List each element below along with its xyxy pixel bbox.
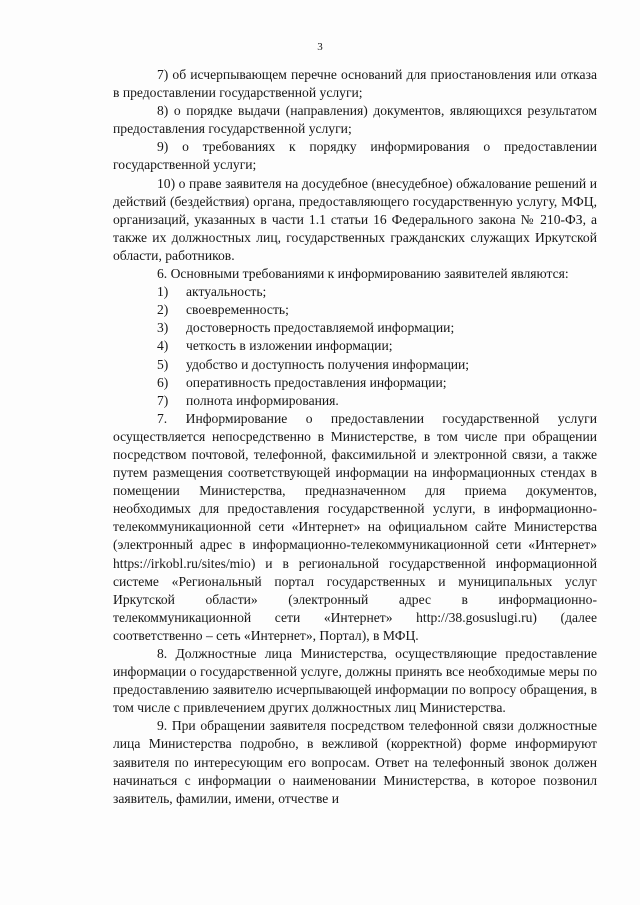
list-item [113,392,597,410]
paragraph-section-9: 9. При обращении заявителя посредством телефонной связи должностные лица Министерства подробно, в вежливой (корректной) форме информируют заявителя по интересующим его вопросам. Ответ на телефонный звонок должен начинаться с информации о наименовании Министерства, в которое позвонил заявитель, фамилии, имени, отчестве и [113,718,597,806]
list-item-number: 1) [157,284,169,300]
list-item-text: удобство и доступность получения информации; [186,356,470,372]
list-item-number: 7) [157,392,169,408]
paragraph-item-10: 10) о праве заявителя на досудебное (внесудебное) обжалование решений и действий (бездействия) органа, предоставляющего государственную услугу, МФЦ, организаций, указанных в части 1.1 статьи 16 Федерального закона № 210-ФЗ, а также их должностных лиц, государственных гражданских служащих Иркутской области, работников. [113,175,597,263]
paragraph-section-7: 7. Информирование о предоставлении государственной услуги осуществляется непосредственно в Министерстве, в том числе при обращении посредством почтовой, телефонной, факсимильной и электронной связи, а также путем размещения соответствующей информации на информационных стендах в помещении Министерства, предназначенном для приема документов, необходимых для предоставления государственной услуги, в информационно-телекоммуникационной сети «Интернет» на официальном сайте Министерства (электронный адрес в информационно-телекоммуникационной сети «Интернет» https://irkobl.ru/sites/mio) и в региональной государственной информационной системе «Региональный портал государственных и муниципальных услуг Иркутской области» (электронный адрес в информационно-телекоммуникационной сети «Интернет» http://38.gosuslugi.ru) (далее соответственно – сеть «Интернет», Портал), в МФЦ. [113,410,597,643]
paragraph-section-6: 6. Основными требованиями к информированию заявителей являются: [157,266,569,282]
list-item-number: 6) [157,374,169,390]
list-item [113,283,597,301]
paragraph-item-8: 8) о порядке выдачи (направления) документов, являющихся результатом предоставления государственной услуги; [113,103,597,137]
list-item [113,337,597,355]
list-item-number: 3) [157,320,169,336]
list-item-text: полнота информирования. [186,392,339,408]
list-item [113,319,597,337]
paragraph-section-8: 8. Должностные лица Министерства, осуществляющие предоставление информации о государственной услуге, должны принять все необходимые меры по предоставлению заявителю исчерпывающей информации по вопросу обращения, в том числе с привлечением других должностных лиц Министерства. [113,646,597,716]
list-item-text: четкость в изложении информации; [186,338,393,354]
page-number: 3 [317,41,323,53]
list-item-number: 4) [157,338,169,354]
list-item [113,356,597,374]
list-item-number: 5) [157,356,169,372]
list-item-text: актуальность; [186,284,267,300]
paragraph-item-9: 9) о требованиях к порядку информирования о предоставлении государственной услуги; [113,139,597,173]
list-item [113,301,597,319]
paragraph-item-7: 7) об исчерпывающем перечне оснований для приостановления или отказа в предоставлении государственной услуги; [113,67,597,101]
list-item-text: оперативность предоставления информации; [186,374,447,390]
document-body [113,66,597,808]
list-item [113,374,597,392]
list-item-text: достоверность предоставляемой информации; [186,320,455,336]
list-item-text: своевременность; [186,302,289,318]
list-item-number: 2) [157,302,169,318]
